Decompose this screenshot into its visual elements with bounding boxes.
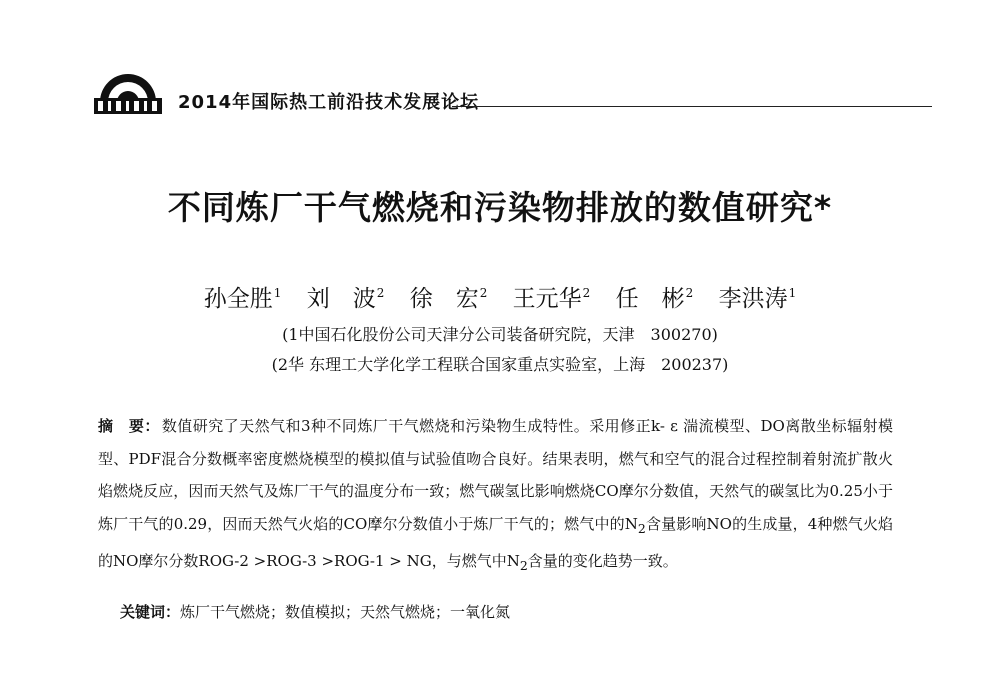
abstract-label: 摘 要： xyxy=(98,417,160,435)
abstract-text: 含量影响NO的生成量，4种燃气火焰的NO摩尔分数ROG-2 >ROG-3 >ROG-1 > NG，与燃气中N xyxy=(98,514,893,570)
keywords xyxy=(120,601,510,622)
author: 任 彬$^2$ xyxy=(615,286,694,312)
author: 李洪涛$^1$ xyxy=(718,286,797,312)
author: 徐 宏$^2$ xyxy=(409,286,488,312)
abstract-text: 含量的变化趋势一致。 xyxy=(527,552,678,570)
keywords-label: 关键词： xyxy=(120,603,181,621)
proceedings-header xyxy=(82,56,932,122)
proceedings-title: 2014年国际热工前沿技术发展论坛 xyxy=(178,92,480,113)
paper-title: 不同炼厂干气燃烧和污染物排放的数值研究* xyxy=(167,188,833,227)
keywords-text: 炼厂干气燃烧；数值模拟；天然气燃烧；一氧化氮 xyxy=(180,603,511,621)
author-list xyxy=(0,280,1000,313)
author: 刘 波$^2$ xyxy=(306,286,385,312)
header-rule xyxy=(452,106,932,107)
abstract-text: 数值研究了天然气和3种不同炼厂干气燃烧和污染物生成特性。采用修正k- ε 湍流模型、DO离散坐标辐射模型、PDF混合分数概率密度燃烧模型的模拟值与试验值吻合良好。结果表明，燃气和空气的混合过程控制着射流扩散火焰燃烧反应，因而天然气及炼厂干气的温度分布一致；燃气碳氢比影响燃烧CO摩尔分数值，天然气的碳氢比为0.25小于炼厂干气的0.29，因而天然气火焰的CO摩尔分数值小于炼厂干气的；燃气中的N xyxy=(98,417,893,533)
subscript: 2 xyxy=(637,520,646,536)
affiliation-2: (2华 东理工大学化学工程联合国家重点实验室，上海 200237) xyxy=(271,355,729,374)
author: 孙全胜$^1$ xyxy=(203,286,282,312)
subscript: 2 xyxy=(519,558,528,573)
forum-logo-icon xyxy=(82,56,174,116)
abstract xyxy=(98,410,893,583)
author: 王元华$^2$ xyxy=(512,286,591,312)
affiliation-1: (1中国石化股份公司天津分公司装备研究院，天津 300270) xyxy=(282,325,718,344)
